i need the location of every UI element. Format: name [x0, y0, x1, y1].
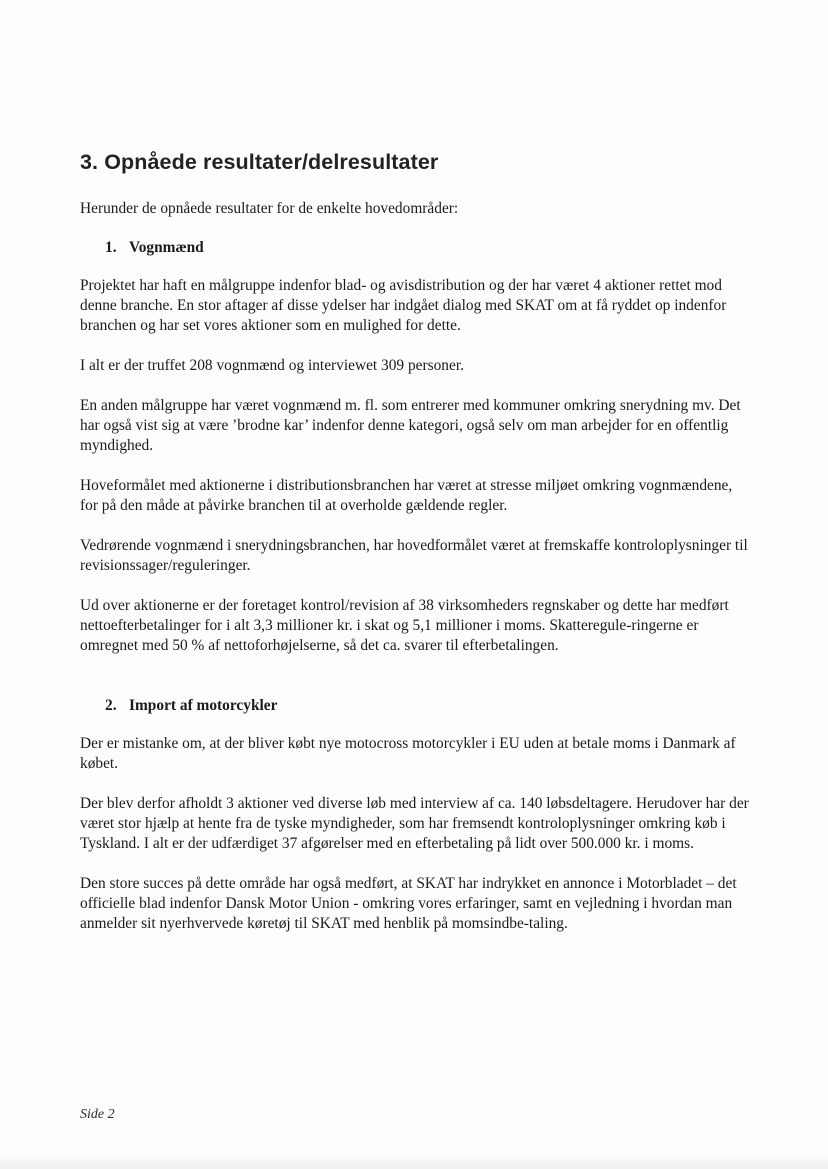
document-body: [80, 148, 752, 954]
subsection-title: Import af motorcykler: [129, 697, 278, 714]
paragraph: Der blev derfor afholdt 3 aktioner ved diverse løb med interview af ca. 140 løbsdeltagere. Herudover har der været stor hjælp at hente fra de tyske myndigheder, som har fremsendt kontroloplysninger omkring køb i Tyskland. I alt er der udfærdiget 37 afgørelser med en efterbetaling på lidt over 500.000 kr. i moms.: [80, 795, 749, 852]
paragraph: Projektet har haft en målgruppe indenfor blad- og avisdistribution og der har været 4 aktioner rettet mod denne branche. En stor aftager af disse ydelser har indgået dialog med SKAT om at få ryddet op indenfor branchen og har set vores aktioner som en mulighed for dette.: [80, 277, 727, 334]
scan-edge: [0, 1155, 828, 1169]
page-number: Side 2: [80, 1107, 115, 1122]
paragraph: Der er mistanke om, at der bliver købt nye motocross motorcykler i EU uden at betale moms i Danmark af købet.: [80, 735, 736, 772]
section-spacer: [80, 676, 752, 696]
subsection-number: 2.: [105, 697, 117, 714]
subsection-heading-motorcykler: [105, 696, 752, 716]
section-heading: 3. Opnåede resultater/delresultater: [80, 150, 439, 174]
paragraph: Den store succes på dette område har også medført, at SKAT har indrykket en annonce i Motorbladet – det officielle blad indenfor Dansk Motor Union - omkring vores erfaringer, samt en vejledning i hvordan man anmelder sit nyerhvervede køretøj til SKAT med henblik på momsindbe-taling.: [80, 875, 737, 932]
intro-text: Herunder de opnåede resultater for de enkelte hovedområder:: [80, 200, 459, 217]
paragraph: En anden målgruppe har været vognmænd m. fl. som entrerer med kommuner omkring snerydning mv. Det har også vist sig at være ’brodne kar’ indenfor denne kategori, også selv om man arbejder for en offentlig myndighed.: [80, 397, 741, 454]
subsection-heading-vognmaend: [105, 238, 752, 258]
paragraph: I alt er der truffet 208 vognmænd og interviewet 309 personer.: [80, 357, 464, 374]
subsection-number: 1.: [105, 239, 117, 256]
paragraph: Vedrørende vognmænd i snerydningsbranchen, har hovedformålet været at fremskaffe kontroloplysninger til revisionssager/reguleringer.: [80, 537, 748, 574]
paragraph: Ud over aktionerne er der foretaget kontrol/revision af 38 virksomheders regnskaber og dette har medført nettoefterbetalinger for i alt 3,3 millioner kr. i skat og 5,1 millioner i moms. Skatteregule-ringerne er omregnet med 50 % af nettoforhøjelserne, så det ca. svarer til efterbetalingen.: [80, 597, 729, 654]
paragraph: Hoveformålet med aktionerne i distributionsbranchen har været at stresse miljøet omkring vognmændene, for på den måde at påvirke branchen til at overholde gældende regler.: [80, 477, 733, 514]
subsection-title: Vognmænd: [129, 239, 204, 256]
